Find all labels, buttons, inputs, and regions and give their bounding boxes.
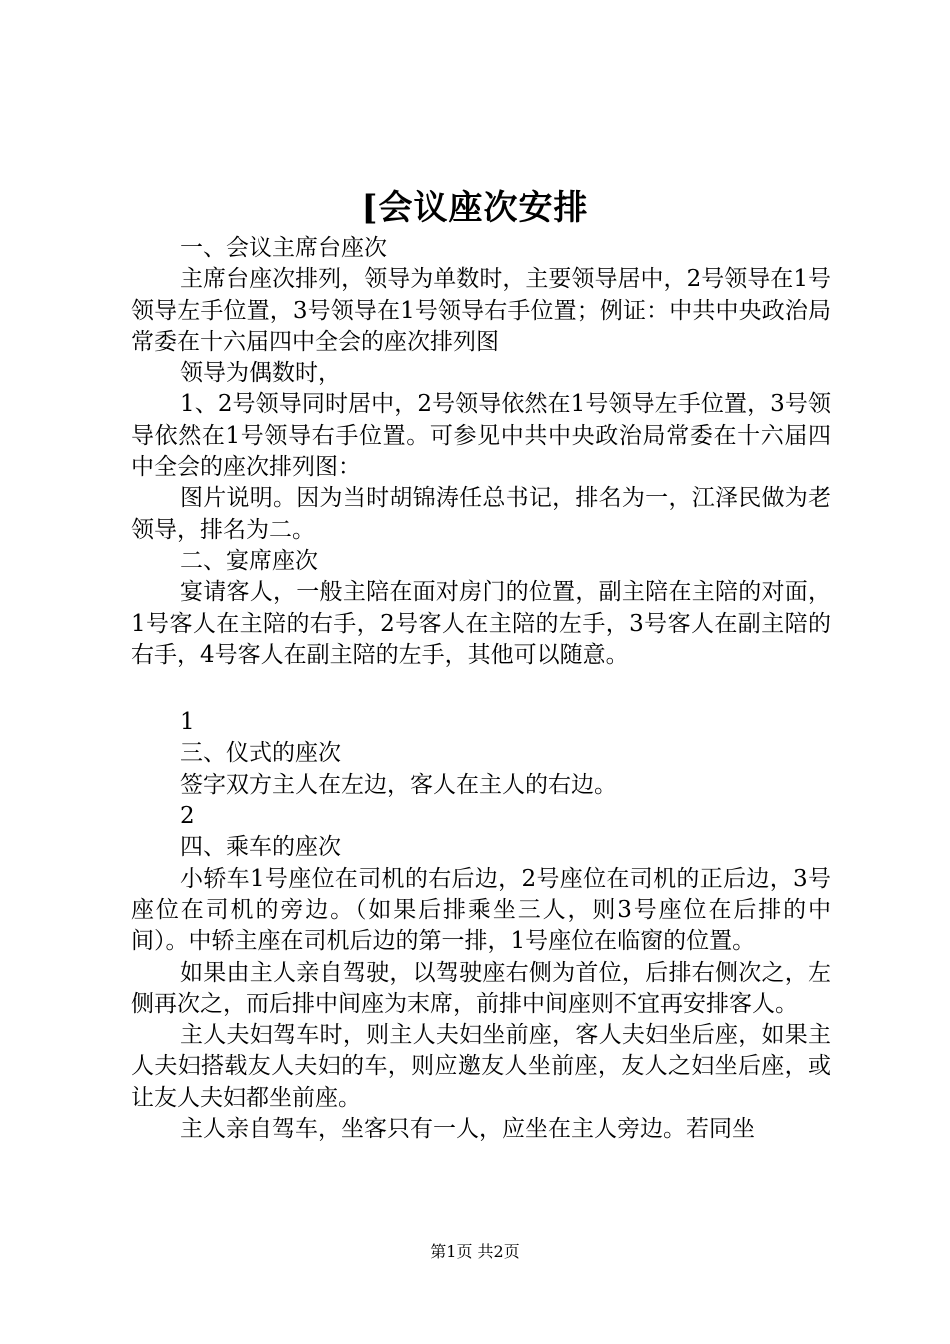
document-title: [会议座次安排	[361, 188, 589, 228]
paragraph-odd-leaders: 主席台座次排列，领导为单数时，主要领导居中，2号领导在1号领导左手位置，3号领导在1号领导右手位置；例证：中共中央政治局常委在十六届四中全会的座次排列图	[131, 266, 831, 355]
section-heading-meeting: 一、会议主席台座次	[180, 235, 387, 261]
paragraph-couple-driving: 主人夫妇驾车时，则主人夫妇坐前座，客人夫妇坐后座，如果主人夫妇搭载友人夫妇的车，则应邀友人坐前座，友人之妇坐后座，或让友人夫妇都坐前座。	[131, 1022, 831, 1111]
document-body	[131, 233, 831, 1145]
figure-label-1: 1	[180, 709, 195, 736]
figure-label-2: 2	[180, 803, 195, 830]
paragraph-ceremony: 签字双方主人在左边，客人在主人的右边。	[180, 771, 617, 798]
page-footer: 第1页 共2页	[430, 1242, 520, 1261]
spacer	[131, 671, 831, 707]
paragraph-picture-note: 图片说明。因为当时胡锦涛任总书记，排名为一，江泽民做为老领导，排名为二。	[131, 485, 831, 543]
paragraph-banquet: 宴请客人，一般主陪在面对房门的位置，副主陪在主陪的对面，1号客人在主陪的右手，2号客人在主陪的左手，3号客人在副主陪的右手，4号客人在副主陪的左手，其他可以随意。	[131, 579, 831, 668]
section-heading-banquet: 二、宴席座次	[180, 547, 318, 574]
paragraph-host-driving: 如果由主人亲自驾驶，以驾驶座右侧为首位，后排右侧次之，左侧再次之，而后排中间座为末席，前排中间座则不宜再安排客人。	[131, 959, 831, 1017]
paragraph-even-leaders-intro: 领导为偶数时，	[180, 360, 341, 387]
paragraph-even-leaders: 1、2号领导同时居中，2号领导依然在1号领导左手位置，3号领导依然在1号领导右手位置。可参见中共中央政治局常委在十六届四中全会的座次排列图：	[131, 391, 831, 481]
paragraph-single-guest: 主人亲自驾车，坐客只有一人，应坐在主人旁边。若同坐	[180, 1116, 755, 1143]
section-heading-ceremony: 三、仪式的座次	[180, 740, 341, 767]
section-heading-car: 四、乘车的座次	[180, 834, 341, 861]
paragraph-car-seats: 小轿车1号座位在司机的右后边，2号座位在司机的正后边，3号座位在司机的旁边。（如果后排乘坐三人，则3号座位在后排的中间）。中轿主座在司机后边的第一排，1号座位在临窗的位置。	[131, 865, 831, 955]
